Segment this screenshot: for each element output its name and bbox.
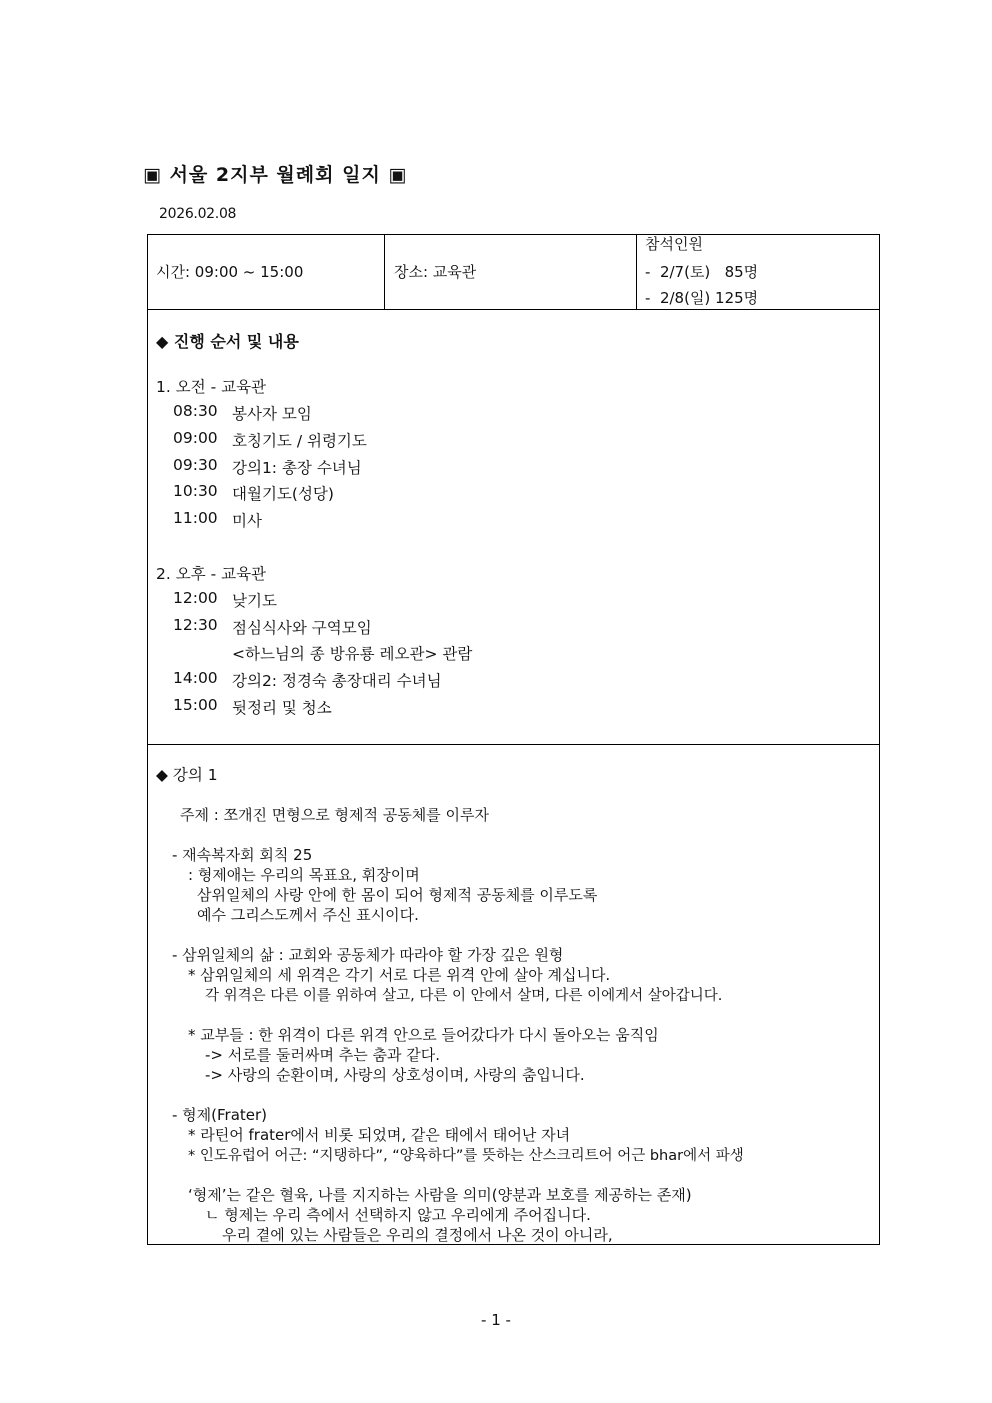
lecture-line: * 교부들 : 한 위격이 다른 위격 안으로 들어갔다가 다시 돌아오는 움직임: [188, 1026, 659, 1044]
lecture-line: 각 위격은 다른 이를 위하여 살고, 다른 이 안에서 살며, 다른 이에게서 살아갑니다.: [205, 988, 723, 1004]
lecture-line: ‘형제’는 같은 혈육, 나를 지지하는 사람을 의미(양분과 보호를 제공하는 존재): [188, 1186, 692, 1204]
schedule-time: 12:30: [173, 616, 218, 634]
schedule-time: 11:00: [173, 509, 218, 527]
schedule-text: 대월기도(성당): [232, 485, 334, 503]
log-table: [147, 234, 880, 1245]
lecture-line: -> 서로를 둘러싸며 추는 춤과 같다.: [205, 1046, 440, 1064]
lecture-line: * 인도유럽어 어근: “지탱하다”, “양육하다”를 뜻하는 산스크리트어 어근 bhar에서 파생: [188, 1148, 744, 1164]
lecture-line: 우리 곁에 있는 사람들은 우리의 결정에서 나온 것이 아니라,: [222, 1226, 613, 1244]
schedule-text: 강의2: 정경숙 총장대리 수녀님: [232, 672, 442, 690]
lecture-line: : 형제애는 우리의 목표요, 휘장이며: [188, 866, 420, 884]
lecture-line: 삼위일체의 사랑 안에 한 몸이 되어 형제적 공동체를 이루도록: [197, 886, 598, 904]
attendance-label: 참석인원: [645, 235, 703, 253]
document-title: ▣ 서울 2지부 월례회 일지 ▣: [143, 164, 408, 186]
program-heading: ◆ 진행 순서 및 내용: [156, 332, 299, 351]
lecture-heading: ◆ 강의 1: [156, 766, 218, 784]
place-text: 장소: 교육관: [394, 263, 477, 281]
schedule-time: 12:00: [173, 589, 218, 607]
schedule-time: 09:30: [173, 456, 218, 474]
lecture-line: - 재속복자회 회칙 25: [172, 846, 313, 864]
page-number: - 1 -: [481, 1311, 511, 1329]
lecture-line: ㄴ 형제는 우리 측에서 선택하지 않고 우리에게 주어집니다.: [205, 1206, 591, 1224]
morning-title: 1. 오전 - 교육관: [156, 378, 267, 396]
schedule-time: 08:30: [173, 402, 218, 420]
lecture-line: * 삼위일체의 세 위격은 각기 서로 다른 위격 안에 살아 계십니다.: [188, 966, 611, 984]
schedule-text: 미사: [232, 512, 262, 530]
schedule-time: 09:00: [173, 429, 218, 447]
time-cell: [148, 235, 385, 309]
schedule-text: 호칭기도 / 위령기도: [232, 432, 367, 450]
schedule-time: 14:00: [173, 669, 218, 687]
info-row: [148, 235, 879, 310]
lecture-line: * 라틴어 frater에서 비롯 되었며, 같은 태에서 태어난 자녀: [188, 1126, 571, 1144]
schedule-text: 뒷정리 및 청소: [232, 699, 332, 717]
lecture-line: 예수 그리스도께서 주신 표시이다.: [197, 906, 419, 924]
program-section: [148, 309, 879, 745]
document-date: 2026.02.08: [159, 206, 237, 222]
afternoon-title: 2. 오후 - 교육관: [156, 565, 267, 583]
schedule-text: 낮기도: [232, 592, 277, 610]
time-text: 시간: 09:00 ~ 15:00: [156, 263, 304, 281]
lecture-line: - 형제(Frater): [172, 1106, 268, 1124]
attendance-day1: - 2/7(토) 85명: [645, 263, 759, 281]
lecture-line: - 삼위일체의 삶 : 교회와 공동체가 따라야 할 가장 깊은 원형: [172, 946, 564, 964]
schedule-text: <하느님의 종 방유룡 레오관> 관람: [232, 645, 473, 663]
schedule-text: 점심식사와 구역모임: [232, 619, 372, 637]
lecture-line: -> 사랑의 순환이며, 사랑의 상호성이며, 사랑의 춤입니다.: [205, 1066, 585, 1084]
schedule-text: 봉사자 모임: [232, 405, 312, 423]
place-cell: [385, 235, 637, 309]
schedule-time: 15:00: [173, 696, 218, 714]
schedule-text: 강의1: 총장 수녀님: [232, 459, 362, 477]
schedule-time: 10:30: [173, 482, 218, 500]
lecture-topic: 주제 : 쪼개진 면형으로 형제적 공동체를 이루자: [180, 806, 489, 824]
attendance-day2: - 2/8(일) 125명: [645, 289, 759, 307]
lecture-section: [148, 745, 879, 1244]
attendance-cell: [637, 235, 879, 309]
